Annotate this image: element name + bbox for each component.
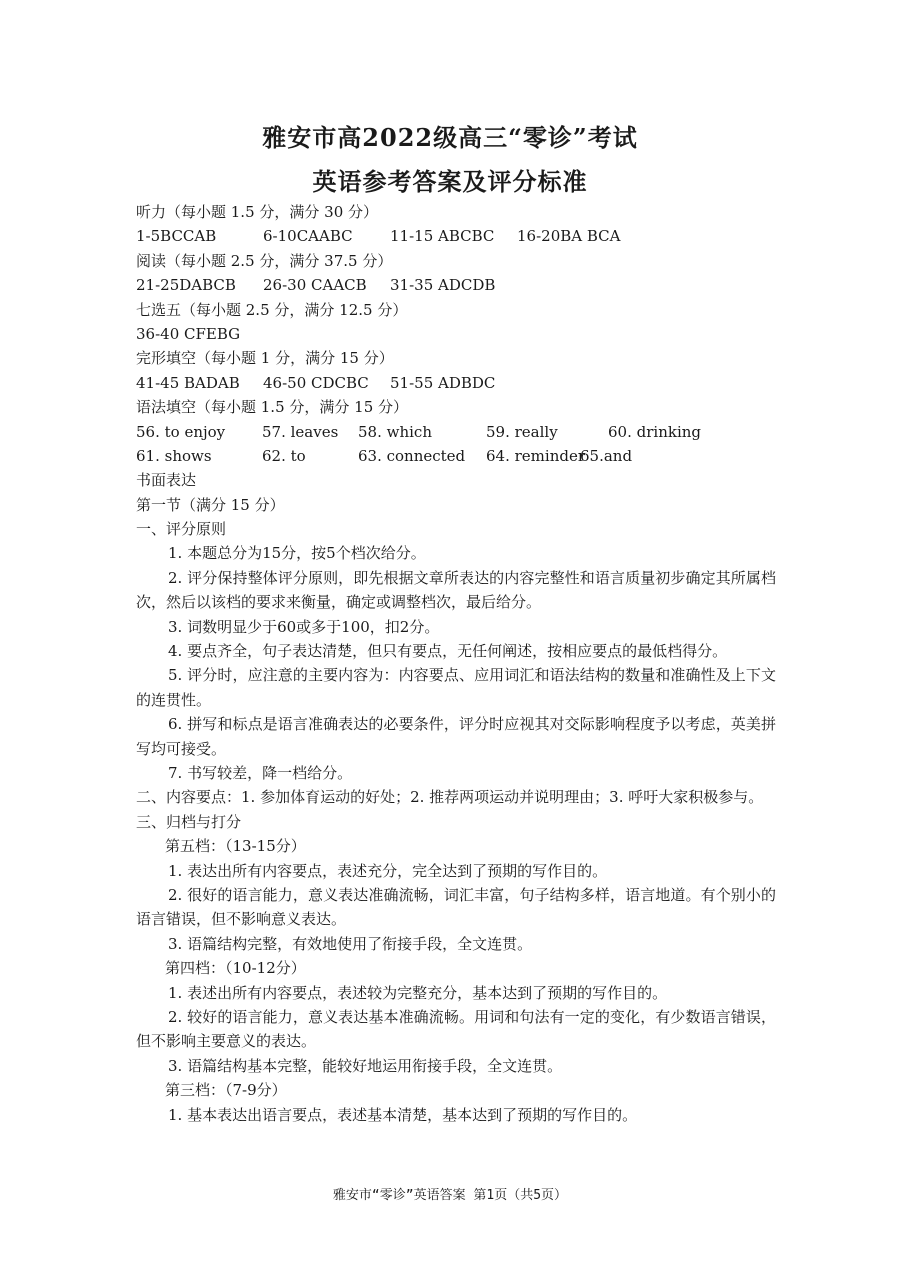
grade-item: 3. 语篇结构完整，有效地使用了衔接手段，全文连贯。 xyxy=(168,934,533,953)
answer-group: 36-40 CFEBG xyxy=(136,324,241,343)
principles-heading: 一、评分原则 xyxy=(136,520,227,539)
listening-heading: 听力（每小题 1.5 分，满分 30 分） xyxy=(136,203,379,221)
principle-item: 2. 评分保持整体评分原则，即先根据文章所表达的内容完整性和语言质量初步确定其所属档次，然后以该档的要求来衡量，确定或调整档次，最后给分。 xyxy=(136,568,776,612)
answer-group: 46-50 CDCBC xyxy=(263,373,369,392)
page-subtitle: 英语参考答案及评分标准 xyxy=(312,167,588,196)
grammar-answer: 57. leaves xyxy=(262,422,339,441)
seven-five-heading: 七选五（每小题 2.5 分，满分 12.5 分） xyxy=(136,300,408,319)
grade-item: 3. 语篇结构基本完整，能较好地运用衔接手段，全文连贯。 xyxy=(168,1056,563,1075)
grammar-answer: 65.and xyxy=(580,446,633,465)
grade-item: 1. 基本表达出语言要点，表述基本清楚，基本达到了预期的写作目的。 xyxy=(168,1105,638,1124)
answer-group: 6-10CAABC xyxy=(263,227,353,246)
grammar-answer: 63. connected xyxy=(358,446,466,465)
grammar-heading: 语法填空（每小题 1.5 分，满分 15 分） xyxy=(136,398,409,417)
grammar-answers-row1 xyxy=(136,420,776,444)
page-title: 雅安市高2022级高三“零诊”考试 xyxy=(262,123,638,152)
cloze-heading: 完形填空（每小题 1 分，满分 15 分） xyxy=(136,349,394,368)
grammar-answers-row2 xyxy=(136,444,776,468)
grammar-answer: 56. to enjoy xyxy=(136,422,226,441)
principle-item: 7. 书写较差，降一档给分。 xyxy=(168,764,353,783)
grade-item: 1. 表达出所有内容要点，表述充分，完全达到了预期的写作目的。 xyxy=(168,861,608,880)
grade-five-title: 第五档：（13-15分） xyxy=(165,837,306,856)
principle-item: 1. 本题总分为15分，按5个档次给分。 xyxy=(168,544,426,563)
reading-heading: 阅读（每小题 2.5 分，满分 37.5 分） xyxy=(136,251,393,270)
grammar-answer: 58. which xyxy=(358,422,432,441)
reading-answers xyxy=(136,273,776,297)
grammar-answer: 62. to xyxy=(262,446,306,465)
answer-group: 1-5BCCAB xyxy=(136,227,217,246)
answer-group: 26-30 CAACB xyxy=(263,276,367,295)
answer-group: 41-45 BADAB xyxy=(136,373,240,392)
grade-item: 2. 较好的语言能力，意义表达基本准确流畅。用词和句法有一定的变化，有少数语言错误，但不影响主要意义的表达。 xyxy=(136,1008,776,1051)
grading-heading: 三、归档与打分 xyxy=(136,812,242,831)
grade-item: 1. 表述出所有内容要点，表述较为完整充分，基本达到了预期的写作目的。 xyxy=(168,983,668,1002)
answer-group: 16-20BA BCA xyxy=(517,227,621,246)
grade-four-title: 第四档：（10-12分） xyxy=(165,959,306,978)
page-footer: 雅安市“零诊”英语答案 第1页（共5页） xyxy=(332,1188,568,1203)
principle-item: 6. 拼写和标点是语言准确表达的必要条件，评分时应视其对交际影响程度予以考虑，英美拼写均可接受。 xyxy=(136,715,776,758)
grammar-answer: 64. reminder xyxy=(486,446,586,465)
grammar-answer: 59. really xyxy=(486,422,558,441)
seven-five-answers xyxy=(136,322,776,346)
grade-item: 2. 很好的语言能力，意义表达准确流畅，词汇丰富，句子结构多样，语言地道。有个别小的语言错误，但不影响意义表达。 xyxy=(136,886,776,929)
grammar-answer: 60. drinking xyxy=(608,422,702,441)
answer-group: 51-55 ADBDC xyxy=(390,373,496,392)
key-points: 二、内容要点：1. 参加体育运动的好处；2. 推荐两项运动并说明理由；3. 呼吁大家积极参与。 xyxy=(136,788,764,807)
answer-content xyxy=(136,200,776,1127)
answer-group: 31-35 ADCDB xyxy=(390,276,496,295)
principle-item: 3. 词数明显少于60或多于100，扣2分。 xyxy=(168,617,440,636)
writing-heading: 书面表达 xyxy=(136,471,197,490)
grade-three-title: 第三档：（7-9分） xyxy=(165,1081,287,1100)
grammar-answer: 61. shows xyxy=(136,446,212,465)
principle-item: 5. 评分时，应注意的主要内容为：内容要点、应用词汇和语法结构的数量和准确性及上下文的连贯性。 xyxy=(136,666,776,709)
answer-group: 21-25DABCB xyxy=(136,276,236,295)
writing-part1-heading: 第一节（满分 15 分） xyxy=(136,495,285,514)
principle-item: 4. 要点齐全，句子表达清楚，但只有要点，无任何阐述，按相应要点的最低档得分。 xyxy=(168,642,728,661)
cloze-answers xyxy=(136,371,776,395)
answer-group: 11-15 ABCBC xyxy=(390,227,495,246)
listening-answers xyxy=(136,224,776,248)
